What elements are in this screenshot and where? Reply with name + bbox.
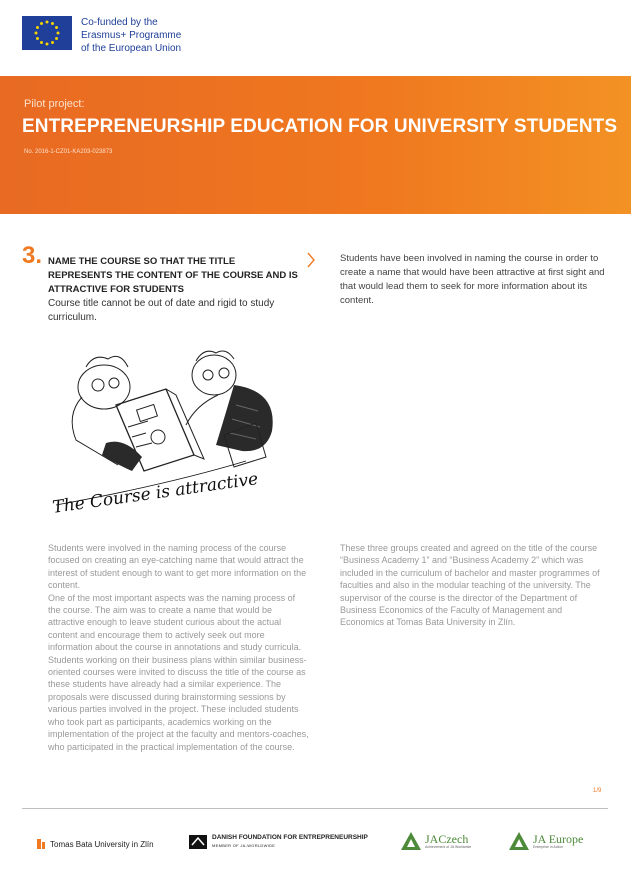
- tbu-name: Tomas Bata University in Zlín: [50, 839, 154, 849]
- ja-czech-logo: [400, 830, 471, 852]
- body-right-paragraph-1: These three groups created and agreed on the title of the course “Business Academy 1” and “Business Academy 2” which was included in the curriculum of bachelor and master programmes of faculties and also in the modular teaching of the university. The supervisor of the course is the director of the Department of Business Economics of the Faculty of Management and Economics at Tomas Bata University in Zlín.: [340, 543, 600, 628]
- ja-europe-prefix: JA: [533, 832, 546, 846]
- body-right-column: [340, 542, 605, 629]
- eu-star-icon: [55, 37, 58, 40]
- ja-czech-name: Czech: [438, 832, 469, 846]
- ja-czech-tag: Achievement of JA Worldwide: [425, 845, 472, 849]
- header-banner: [0, 76, 631, 214]
- ja-triangle-icon: [508, 830, 530, 852]
- page-number: 1/9: [593, 788, 602, 794]
- footer-divider: [22, 808, 608, 809]
- ja-europe-logo: [508, 830, 583, 852]
- dfe-mark-icon: [189, 835, 207, 849]
- ja-europe-name: Europe: [548, 832, 584, 846]
- project-number: No. 2016-1-CZ01-KA203-023873: [24, 149, 113, 155]
- footer-logos: [0, 830, 631, 860]
- eu-star-icon: [51, 22, 54, 25]
- eu-logo: [22, 16, 181, 55]
- section-right-intro: Students have been involved in naming the course in order to create a name that would have been attractive at first sight and that would lead them to seek for more information about its content.: [340, 253, 605, 306]
- eu-line-3: of the European Union: [81, 43, 182, 54]
- dfe-line-2: MEMBER OF JA-WORLDWIDE: [212, 843, 276, 848]
- dfe-line-1: DANISH FOUNDATION FOR ENTREPRENEURSHIP: [212, 834, 368, 841]
- illustration-caption: The Course is attractive: [51, 469, 260, 518]
- eu-cofunding-text: [81, 16, 181, 55]
- eu-star-icon: [55, 26, 58, 29]
- eu-star-icon: [46, 43, 49, 46]
- eu-star-icon: [36, 26, 39, 29]
- section-number: 3.: [22, 242, 43, 269]
- tbu-logo: [36, 838, 154, 850]
- chevron-right-icon: [306, 251, 316, 269]
- body-left-paragraph-2: One of the most important aspects was the naming process of the course. The aim was to create a name that would be attractive enough to leave student curious about the actual content and encourage them to actively seek out more information about the course in annotations and study curricula. Students working on their business plans within similar business-oriented courses were invited to discuss the title of the course as these students have already had a similar experience. The proposals were discussed during brainstorming sessions by various parties involved in the project. These included students who took part as participants, academics working on the implementation of the project at the faculty and mentors-coaches, who participated in the practical implementation of the course.: [48, 592, 309, 752]
- eu-star-icon: [46, 21, 49, 24]
- section-heading: NAME THE COURSE SO THAT THE TITLE REPRESENTS THE CONTENT OF THE COURSE AND IS ATTRACTIVE FOR STUDENTS: [48, 256, 298, 295]
- eu-flag-icon: [22, 16, 72, 50]
- eu-star-icon: [40, 41, 43, 44]
- section-subtitle: Course title cannot be out of date and rigid to study curriculum.: [48, 298, 275, 323]
- banner-title: ENTREPRENEURSHIP EDUCATION FOR UNIVERSITY STUDENTS: [22, 116, 618, 137]
- eu-line-2: Erasmus+ Programme: [81, 30, 182, 41]
- banner-pre-title: Pilot project:: [24, 98, 85, 110]
- ja-europe-tag: Enterprise in Action: [533, 845, 564, 849]
- eu-star-icon: [36, 37, 39, 40]
- eu-star-icon: [57, 32, 60, 35]
- eu-line-1: Co-funded by the: [81, 17, 158, 28]
- ja-triangle-icon: [400, 830, 422, 852]
- eu-star-icon: [35, 32, 38, 35]
- ja-czech-prefix: JA: [425, 832, 439, 846]
- eu-star-icon: [51, 41, 54, 44]
- course-illustration: [46, 345, 306, 520]
- tbu-mark-icon: [36, 838, 46, 850]
- body-left-column: [48, 542, 310, 753]
- eu-star-icon: [40, 22, 43, 25]
- dfe-logo: [189, 834, 368, 850]
- body-left-paragraph-1: Students were involved in the naming process of the course focused on creating an eye-catching name that would attract the interest of student enough to want to get more information on the content.: [48, 543, 307, 591]
